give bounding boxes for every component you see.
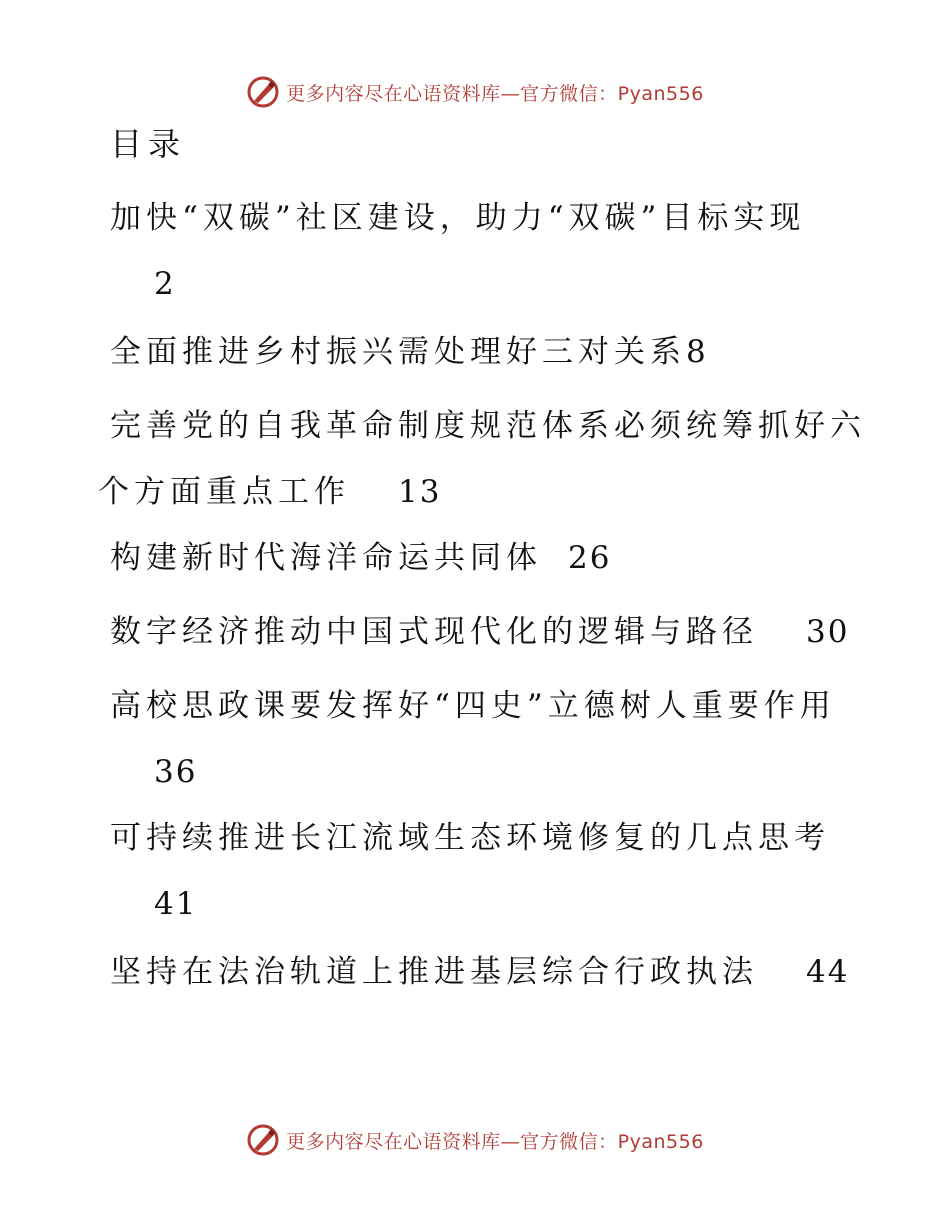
toc-entry[interactable] — [110, 538, 830, 578]
toc-entry-page: 36 — [154, 754, 198, 790]
pen-logo-icon — [246, 75, 280, 109]
banner-text: 更多内容尽在心语资料库—官方微信： — [286, 1130, 618, 1153]
toc-entry-page: 30 — [806, 614, 850, 650]
toc-entry[interactable] — [110, 332, 830, 372]
toc-entry-page: 13 — [398, 474, 442, 510]
pen-logo-icon — [246, 1123, 280, 1157]
toc-entry-page: 44 — [806, 954, 850, 990]
toc-entry-title: 完善党的自我革命制度规范体系必须统筹抓好六 — [110, 408, 866, 444]
banner-wechat-id: Pyan556 — [617, 1130, 704, 1153]
header-banner — [0, 72, 950, 112]
toc-entry[interactable] — [110, 198, 830, 304]
toc-entry-title: 数字经济推动中国式现代化的逻辑与路径 — [110, 614, 758, 650]
toc-entry-page: 8 — [686, 334, 708, 370]
toc-entry-page: 41 — [154, 886, 198, 922]
toc-entry[interactable] — [110, 612, 850, 652]
toc-entry-title: 坚持在法治轨道上推进基层综合行政执法 — [110, 954, 758, 990]
toc-entry-title: 构建新时代海洋命运共同体 — [110, 540, 542, 576]
toc-entry[interactable] — [110, 686, 836, 792]
toc-entry-title-cont: 个方面重点工作 — [98, 474, 350, 510]
toc-entry-title: 加快“双碳”社区建设，助力“双碳”目标实现 — [110, 200, 806, 236]
footer-banner — [0, 1120, 950, 1160]
toc-entry-page: 2 — [154, 266, 176, 302]
toc-entry[interactable] — [98, 406, 866, 512]
toc-entry[interactable] — [110, 818, 830, 924]
toc-entry-title: 可持续推进长江流域生态环境修复的几点思考 — [110, 820, 830, 856]
banner-wechat-id: Pyan556 — [617, 82, 704, 105]
toc-entry-title: 高校思政课要发挥好“四史”立德树人重要作用 — [110, 688, 836, 724]
toc-entry-page: 26 — [568, 540, 612, 576]
banner-text: 更多内容尽在心语资料库—官方微信： — [286, 82, 618, 105]
toc-entry[interactable] — [110, 952, 850, 992]
toc-entry-title: 全面推进乡村振兴需处理好三对关系 — [110, 334, 686, 370]
toc-title: 目录 — [110, 125, 187, 163]
